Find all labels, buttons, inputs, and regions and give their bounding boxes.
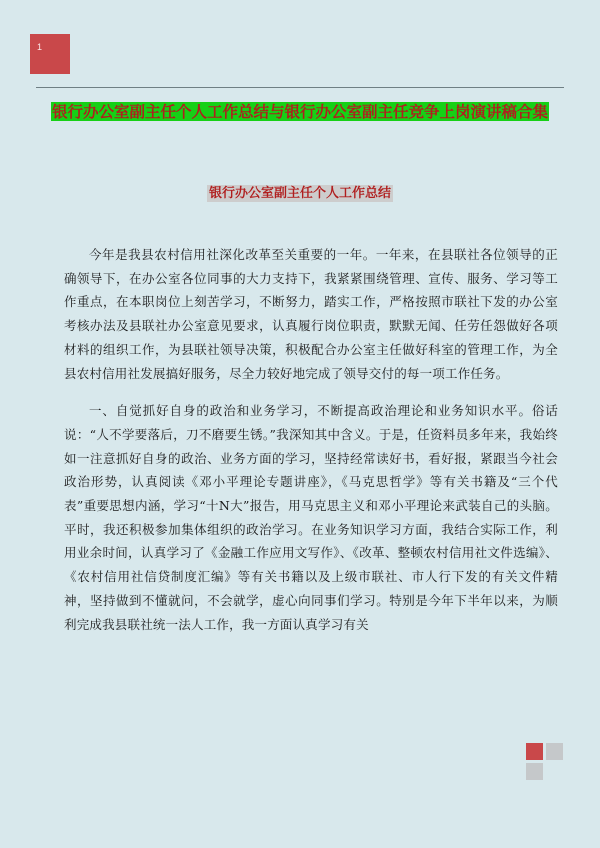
corner-decoration-grey-square xyxy=(526,763,543,780)
page-number: 1 xyxy=(37,42,43,52)
document-body xyxy=(64,243,558,650)
corner-decoration-grey-square xyxy=(546,743,563,760)
section-title xyxy=(0,185,600,203)
document-title-text: 银行办公室副主任个人工作总结与银行办公室副主任竞争上岗演讲稿合集 xyxy=(51,102,548,121)
body-paragraph: 今年是我县农村信用社深化改革至关重要的一年。一年来，在县联社各位领导的正确领导下，在办公室各位同事的大力支持下，我紧紧围绕管理、宣传、服务、学习等工作重点，在本职岗位上刻苦学习，不断努力，踏实工作，严格按照市联社下发的办公室考核办法及县联社办公室意见要求，认真履行岗位职责，默默无闻、任劳任怨做好各项材料的组织工作，为县联社领导决策，积极配合办公室主任做好科室的管理工作，为全县农村信用社发展搞好服务，尽全力较好地完成了领导交付的每一项工作任务。 xyxy=(64,247,558,381)
document-title xyxy=(36,101,564,123)
body-paragraph: 一、自觉抓好自身的政治和业务学习，不断提高政治理论和业务知识水平。俗话说：“人不学要落后，刀不磨要生锈。”我深知其中含义。于是，任资料员多年来，我始终如一注意抓好自身的政治、业务方面的学习，坚持经常读好书，看好报，紧跟当今社会政治形势，认真阅读《邓小平理论专题讲座》，《马克思哲学》等有关书籍及“三个代表”重要思想内涵，学习“十N大”报告，用马克思主义和邓小平理论来武装自己的头脑。平时，我还积极参加集体组织的政治学习。在业务知识学习方面，我结合实际工作，利用业余时间，认真学习了《金融工作应用文写作》、《改革、整顿农村信用社文件选编》、《农村信用社信贷制度汇编》等有关书籍以及上级市联社、市人行下发的有关文件精神，坚持做到不懂就问，不会就学，虚心向同事们学习。特别是今年下半年以来，为顺利完成我县联社统一法人工作，我一方面认真学习有关 xyxy=(64,403,558,632)
section-title-text: 银行办公室副主任个人工作总结 xyxy=(208,186,391,201)
header-divider xyxy=(36,87,564,88)
corner-decoration-red-square xyxy=(526,743,543,760)
page-number-badge xyxy=(30,34,70,74)
